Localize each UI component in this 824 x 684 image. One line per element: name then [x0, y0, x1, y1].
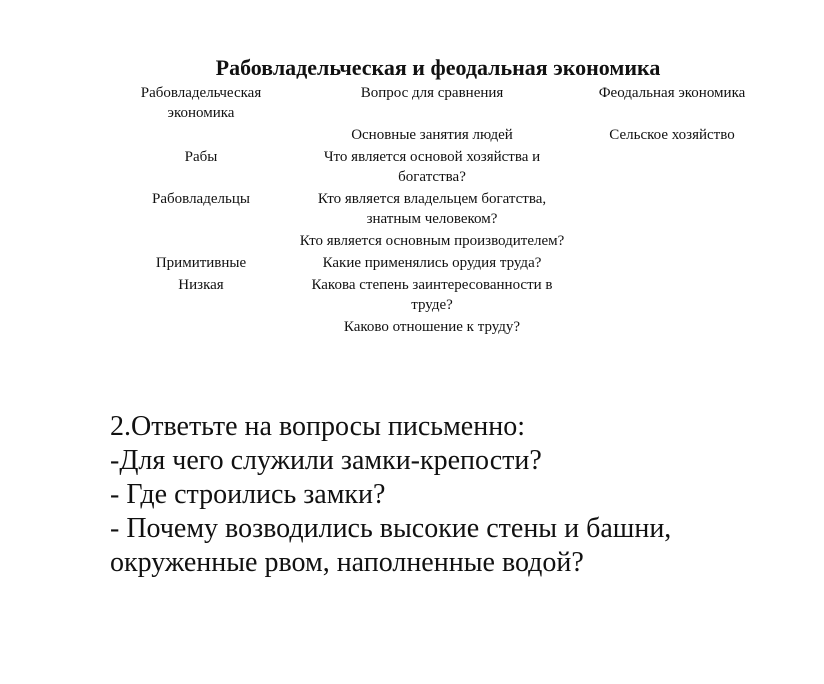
- slave-economy-cell: Примитивные: [155, 255, 247, 271]
- comparison-table: [110, 82, 772, 338]
- question-item: - Где строились замки?: [110, 479, 386, 510]
- question-cell: Основные занятия людей: [351, 127, 513, 143]
- question-cell: Кто является владельцем богатства, знатным человеком?: [317, 191, 547, 227]
- table-row: [110, 188, 772, 230]
- feudal-economy-cell: [572, 252, 772, 274]
- column-header-comparison-question: Вопрос для сравнения: [360, 85, 504, 101]
- questions-heading: 2.Ответьте на вопросы письменно:: [110, 411, 525, 442]
- document-title: Рабовладельческая и феодальная экономика: [215, 55, 661, 80]
- slave-economy-cell: [110, 316, 292, 338]
- question-item-continuation: окруженные рвом, наполненные водой?: [110, 547, 584, 578]
- feudal-economy-cell: [572, 316, 772, 338]
- written-questions-section: [110, 410, 671, 580]
- table-row: [110, 146, 772, 188]
- table-row: [110, 124, 772, 146]
- slave-economy-cell: Рабовладельцы: [152, 191, 250, 207]
- feudal-economy-cell: [572, 230, 772, 252]
- table-header-row: [110, 82, 772, 124]
- slave-economy-cell: Рабы: [184, 149, 218, 165]
- question-cell: Какова степень заинтересованности в труде?: [311, 277, 553, 313]
- column-header-slave-economy: Рабовладельческая экономика: [140, 85, 262, 121]
- feudal-economy-cell: [572, 146, 772, 188]
- question-cell: Что является основой хозяйства и богатства?: [323, 149, 541, 185]
- feudal-economy-cell: Сельское хозяйство: [609, 127, 735, 143]
- slave-economy-cell: [110, 124, 292, 146]
- column-header-feudal-economy: Феодальная экономика: [598, 85, 746, 101]
- slave-economy-cell: [110, 230, 292, 252]
- table-row: [110, 252, 772, 274]
- question-cell: Каково отношение к труду?: [343, 319, 521, 335]
- table-row: [110, 274, 772, 316]
- feudal-economy-cell: [572, 274, 772, 316]
- table-row: [110, 316, 772, 338]
- question-item: - Почему возводились высокие стены и башни,: [110, 513, 672, 544]
- feudal-economy-cell: [572, 188, 772, 230]
- table-row: [110, 230, 772, 252]
- question-cell: Кто является основным производителем?: [299, 233, 565, 249]
- question-item: -Для чего служили замки-крепости?: [110, 445, 542, 476]
- question-cell: Какие применялись орудия труда?: [322, 255, 542, 271]
- slave-economy-cell: Низкая: [178, 277, 224, 293]
